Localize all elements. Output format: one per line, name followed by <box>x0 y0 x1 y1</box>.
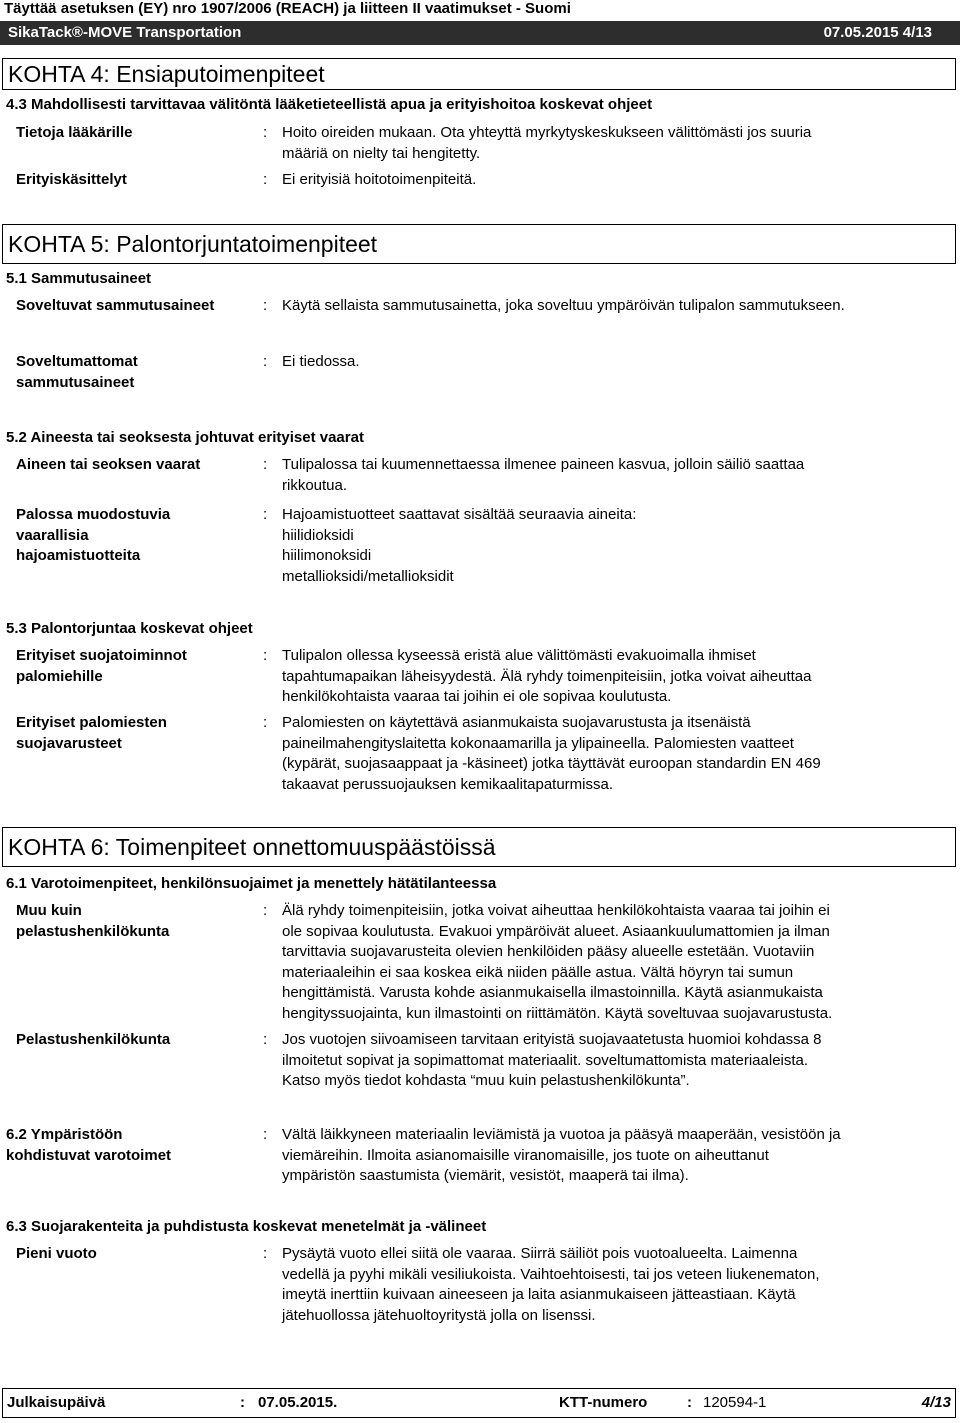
label-line: Erityiset suojatoiminnot <box>16 647 187 664</box>
value-line: Vältä läikkyneen materiaalin leviämistä ja vuotoa ja pääsyä maaperään, vesistöön ja <box>282 1126 841 1143</box>
value-line: Tulipalon ollessa kyseessä eristä alue välittömästi evakuoimalla ihmiset <box>282 647 756 664</box>
value-line: Tulipalossa tai kuumennettaessa ilmenee paineen kasvua, jolloin säiliö saattaa <box>282 456 805 473</box>
regulation-title: Täyttää asetuksen (EY) nro 1907/2006 (REACH) ja liitteen II vaatimukset - Suomi <box>4 0 571 17</box>
value-line: Palomiesten on käytettävä asianmukaista suojavarustusta ja itsenäistä <box>282 714 751 731</box>
value-line: Jos vuotojen siivoamiseen tarvitaan erityistä suojavaatetusta huomioi kohdassa 8 <box>282 1031 822 1048</box>
label-line: pelastushenkilökunta <box>16 922 170 940</box>
product-header-bar <box>0 21 960 45</box>
value-line: viemäreihin. Ilmoita asianomaisille viranomaisille, jos tuote on aiheuttanut <box>282 1146 769 1164</box>
value-line: hiilimonoksidi <box>282 547 372 564</box>
label-line: vaarallisia <box>16 526 89 544</box>
footer-page-number: 4/13 <box>921 1394 951 1411</box>
value-line: tapahtumapaikan läheisyydestä. Älä ryhdy toimenpiteisiin, jotka voivat aiheuttaa <box>282 667 812 685</box>
field-label <box>16 1244 248 1265</box>
field-value <box>282 170 942 191</box>
value-line: Ei erityisiä hoitotoimenpiteitä. <box>282 171 477 188</box>
value-line: ole sopivaa koulutusta. Evakuoi ympäröivät alueet. Asiaankuulumattomien ja ilman <box>282 922 830 940</box>
colon-separator: : <box>263 714 268 731</box>
colon-separator: : <box>263 456 268 473</box>
value-line: imeytä inerttiin kuivaan aineeseen ja laita asianmukaiseen jätteastiaan. Käytä <box>282 1286 796 1303</box>
value-line: metallioksidi/metallioksidit <box>282 567 454 585</box>
field-value <box>282 646 942 708</box>
label-line: Pelastushenkilökunta <box>16 1031 171 1048</box>
label-line: Palossa muodostuvia <box>16 506 171 523</box>
label-line: hajoamistuotteita <box>16 547 141 564</box>
footer-issue-date: 07.05.2015. <box>258 1394 338 1411</box>
subsection-5-1: 5.1 Sammutusaineet <box>6 270 152 287</box>
label-line: Pieni vuoto <box>16 1245 97 1262</box>
section-5-header <box>2 224 956 264</box>
field-value <box>282 296 942 317</box>
header-date-page: 07.05.2015 4/13 <box>823 24 932 41</box>
value-line: vedellä ja pyyhi mikäli vesiliukoista. Vaihtoehtoisesti, tai jos veteen liukenematon, <box>282 1265 820 1283</box>
value-line: Älä ryhdy toimenpiteisiin, jotka voivat aiheuttaa henkilökohtaista vaaraa tai joihin ei <box>282 902 830 919</box>
value-line: (kypärät, suojasaappaat ja -käsineet) jotka täyttävät euroopan standardin EN 469 <box>282 755 821 772</box>
value-line: henkilökohtaista vaaraa tai joihin ei ole sopivaa koulutusta. <box>282 688 672 705</box>
page-footer <box>2 1388 956 1418</box>
subsection-5-3: 5.3 Palontorjuntaa koskevat ohjeet <box>6 620 253 637</box>
subsection-6-3: 6.3 Suojarakenteita ja puhdistusta koskevat menetelmät ja -välineet <box>6 1218 487 1235</box>
field-label: Erityiskäsittelyt <box>16 171 127 188</box>
value-line: Käytä sellaista sammutusainetta, joka soveltuu ympäröivän tulipalon sammutukseen. <box>282 297 845 314</box>
value-line: Ei tiedossa. <box>282 353 360 370</box>
colon-separator: : <box>240 1394 245 1411</box>
colon-separator: : <box>263 1245 268 1262</box>
footer-ktt-label: KTT-numero <box>559 1394 648 1411</box>
subsection-5-2: 5.2 Aineesta tai seoksesta johtuvat erityiset vaarat <box>6 429 364 446</box>
field-label <box>6 1125 251 1166</box>
subsection-4-3: 4.3 Mahdollisesti tarvittavaa välitöntä lääketieteellistä apua ja erityishoitoa koskevat ohjeet <box>6 96 653 113</box>
value-line: hengityssuojainta, kun ilmastointi on riittämätön. Käytä soveltuvaa suojavarustusta. <box>282 1004 833 1022</box>
product-name: SikaTack®-MOVE Transportation <box>8 24 242 41</box>
value-line: hengittämistä. Varusta kohde asianmukaisella ilmastoinnilla. Käytä asianmukaista <box>282 984 823 1001</box>
colon-separator: : <box>263 647 268 664</box>
footer-ktt-number: 120594-1 <box>703 1394 767 1411</box>
field-label <box>16 901 248 942</box>
value-line: määriä on nielty tai hengitetty. <box>282 144 481 162</box>
field-label <box>16 713 248 754</box>
colon-separator: : <box>263 124 268 141</box>
value-line: materiaaleihin ei saa koskea eikä niiden päälle astua. Vältä höyryn tai sumun <box>282 963 794 981</box>
label-line: sammutusaineet <box>16 373 135 391</box>
field-value <box>282 505 942 587</box>
value-line: hiilidioksidi <box>282 526 354 544</box>
colon-separator: : <box>263 506 268 523</box>
label-line: suojavarusteet <box>16 734 122 752</box>
label-line: kohdistuvat varotoimet <box>6 1146 172 1164</box>
colon-separator: : <box>263 171 268 188</box>
label-line: Muu kuin <box>16 902 82 919</box>
field-label <box>16 505 248 567</box>
section-4-header <box>2 58 956 90</box>
section-6-header <box>2 827 956 867</box>
field-label <box>16 646 248 687</box>
value-line: Hoito oireiden mukaan. Ota yhteyttä myrkytyskeskukseen välittömästi jos suuria <box>282 124 812 141</box>
field-value <box>282 713 942 795</box>
field-label: Tietoja lääkärille <box>16 124 133 141</box>
colon-separator: : <box>263 353 268 370</box>
field-value <box>282 1030 942 1092</box>
value-line: takaavat perussuojauksen kemikaalitapaturmissa. <box>282 775 614 793</box>
colon-separator: : <box>687 1394 692 1411</box>
colon-separator: : <box>263 1031 268 1048</box>
field-value <box>282 1125 942 1187</box>
field-label <box>16 352 248 393</box>
label-line: palomiehille <box>16 667 103 685</box>
value-line: jätehuollossa jätehuoltoyritystä jolla on lisenssi. <box>282 1306 596 1324</box>
value-line: paineilmahengityslaitetta kokonaamarilla ja ylipaineella. Palomiesten vaatteet <box>282 734 794 752</box>
label-line: 6.2 Ympäristöön <box>6 1126 123 1143</box>
section-6-title: KOHTA 6: Toimenpiteet onnettomuuspäästöissä <box>8 834 496 860</box>
value-line: Pysäytä vuoto ellei siitä ole vaaraa. Siirrä säiliöt pois vuotoalueelta. Laimenna <box>282 1245 798 1262</box>
value-line: Katso myös tiedot kohdasta “muu kuin pelastushenkilökunta”. <box>282 1072 690 1089</box>
colon-separator: : <box>263 1126 268 1143</box>
subsection-6-1: 6.1 Varotoimenpiteet, henkilönsuojaimet ja menettely hätätilanteessa <box>6 875 497 892</box>
field-value <box>282 352 942 373</box>
label-line: Erityiset palomiesten <box>16 714 167 731</box>
field-value <box>282 901 942 1024</box>
value-line: Hajoamistuotteet saattavat sisältää seuraavia aineita: <box>282 506 637 523</box>
field-label: Soveltuvat sammutusaineet <box>16 297 215 314</box>
section-5-title: KOHTA 5: Palontorjuntatoimenpiteet <box>8 231 378 257</box>
field-value <box>282 1244 942 1326</box>
footer-issue-date-label: Julkaisupäivä <box>7 1394 106 1411</box>
field-value <box>282 123 942 164</box>
value-line: tarvittavia suojavarusteita olevien henkilöiden pääsy alueelle estetään. Vuotaviin <box>282 943 815 960</box>
value-line: ympäristön saastumista (viemärit, vesistöt, maaperä tai ilma). <box>282 1167 689 1184</box>
colon-separator: : <box>263 297 268 314</box>
field-label <box>16 1030 248 1051</box>
value-line: rikkoutua. <box>282 476 348 494</box>
label-line: Soveltumattomat <box>16 353 138 370</box>
value-line: ilmoitetut sopivat ja sopimattomat materiaalit. soveltumattomista materiaaleista. <box>282 1051 809 1069</box>
section-4-title: KOHTA 4: Ensiaputoimenpiteet <box>8 61 325 87</box>
colon-separator: : <box>263 902 268 919</box>
field-label: Aineen tai seoksen vaarat <box>16 456 201 473</box>
field-value <box>282 455 942 496</box>
